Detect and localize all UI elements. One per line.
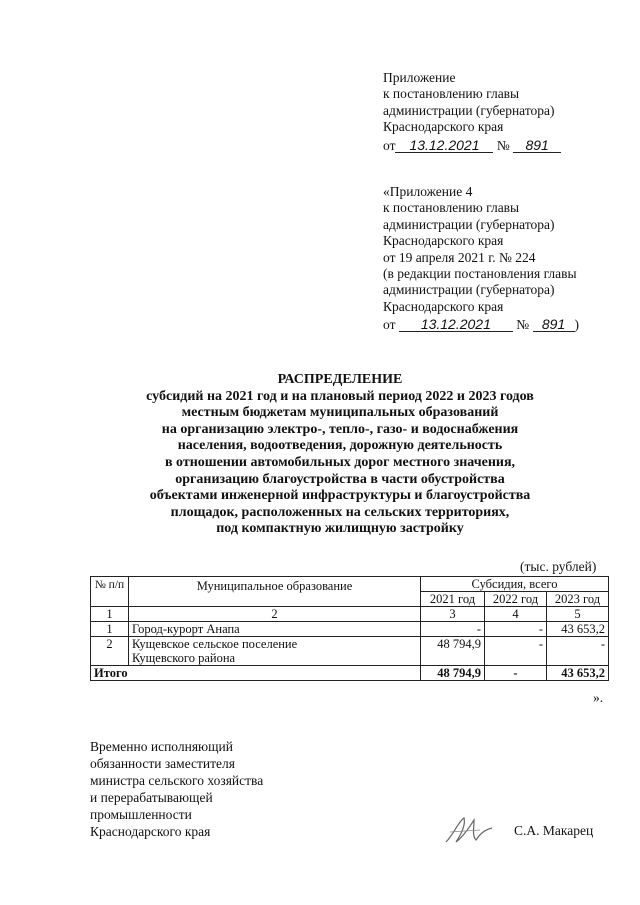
row-value-2022: -	[485, 622, 547, 637]
row-number: 1	[91, 622, 129, 637]
header-subsidy: Субсидия, всего	[421, 577, 609, 592]
total-2023: 43 653,2	[547, 666, 609, 681]
header-number: № п/п	[91, 577, 129, 607]
signatory-line: обязанности заместителя	[90, 756, 235, 771]
index-cell: 1	[91, 607, 129, 622]
row-value-2022: -	[485, 637, 547, 666]
closing-paren: )	[574, 317, 579, 333]
index-cell: 4	[485, 607, 547, 622]
appendix-date-line	[383, 138, 561, 154]
appendix-line: администрации (губернатора)	[383, 216, 555, 232]
appendix4-header	[383, 184, 579, 334]
index-cell: 3	[421, 607, 485, 622]
signatory-line: и перерабатывающей	[90, 790, 213, 805]
handwritten-number: 891	[533, 318, 575, 332]
handwritten-date: 13.12.2021	[395, 139, 493, 153]
document-title	[90, 372, 590, 538]
handwritten-signature	[440, 812, 500, 848]
appendix-line: Краснодарского края	[383, 298, 504, 314]
title-heading: РАСПРЕДЕЛЕНИЕ	[277, 372, 403, 387]
row-value-2023: 43 653,2	[547, 622, 609, 637]
table-total-row	[91, 666, 609, 681]
title-line: населения, водоотведения, дорожную деятельность	[177, 438, 503, 454]
row-municipality: Кущевское сельское поселение Кущевского района	[129, 637, 421, 666]
appendix-line: «Приложение 4	[383, 184, 473, 199]
index-cell: 2	[129, 607, 421, 622]
header-year: 2021 год	[421, 592, 485, 607]
appendix-line: администрации (губернатора)	[383, 282, 555, 298]
header-year: 2022 год	[485, 592, 547, 607]
index-cell: 5	[547, 607, 609, 622]
appendix-line: Приложение	[383, 70, 456, 85]
signatory-line: промышленности	[90, 807, 192, 822]
title-line: площадок, расположенных на сельских территориях,	[170, 504, 510, 520]
row-number: 2	[91, 637, 129, 666]
signatory-line: Краснодарского края	[90, 824, 211, 839]
table-row	[91, 622, 609, 637]
from-label: от	[383, 137, 396, 153]
total-label: Итого	[91, 666, 421, 681]
row-value-2021: 48 794,9	[421, 637, 485, 666]
appendix-line: к постановлению главы	[383, 200, 520, 216]
total-2021: 48 794,9	[421, 666, 485, 681]
row-value-2021: -	[421, 622, 485, 637]
header-municipality: Муниципальное образование	[129, 577, 421, 607]
from-label: от	[383, 317, 396, 333]
row-value-2023: -	[547, 637, 609, 666]
appendix-line: от 19 апреля 2021 г. № 224	[383, 249, 536, 265]
title-line: организацию благоустройства в части обустройства	[175, 471, 505, 487]
appendix-line: Краснодарского края	[383, 119, 504, 135]
signatory-name: С.А. Макарец	[514, 823, 594, 838]
header-year: 2023 год	[547, 592, 609, 607]
appendix-line: (в редакции постановления главы	[383, 266, 577, 282]
appendix-line: администрации (губернатора)	[383, 102, 555, 118]
row-municipality: Город-курорт Анапа	[129, 622, 421, 637]
total-2022: -	[485, 666, 547, 681]
units-label: (тыс. рублей)	[520, 559, 597, 574]
appendix-header	[383, 70, 561, 154]
title-line: местным бюджетам муниципальных образований	[181, 405, 499, 421]
number-label: №	[496, 137, 510, 153]
title-line: субсидий на 2021 год и на плановый период 2022 и 2023 годов	[146, 388, 534, 404]
signatory-line: Временно исполняющий	[90, 739, 233, 754]
number-label: №	[516, 317, 530, 333]
title-line: под компактную жилищную застройку	[216, 521, 464, 537]
title-line: объектами инженерной инфраструктуры и благоустройства	[149, 488, 531, 504]
appendix-line: к постановлению главы	[383, 86, 520, 102]
appendix-date-line	[383, 317, 579, 333]
signatory-title	[90, 738, 263, 840]
subsidy-table	[90, 576, 609, 681]
title-line: на организацию электро-, тепло-, газо- и водоснабжения	[161, 421, 519, 437]
handwritten-number: 891	[513, 139, 561, 153]
closing-quote: ».	[593, 690, 604, 705]
title-line: в отношении автомобильных дорог местного значения,	[164, 454, 516, 470]
appendix-line: Краснодарского края	[383, 233, 504, 249]
table-row	[91, 637, 609, 666]
signatory-line: министра сельского хозяйства	[90, 773, 264, 788]
handwritten-date: 13.12.2021	[399, 318, 513, 332]
